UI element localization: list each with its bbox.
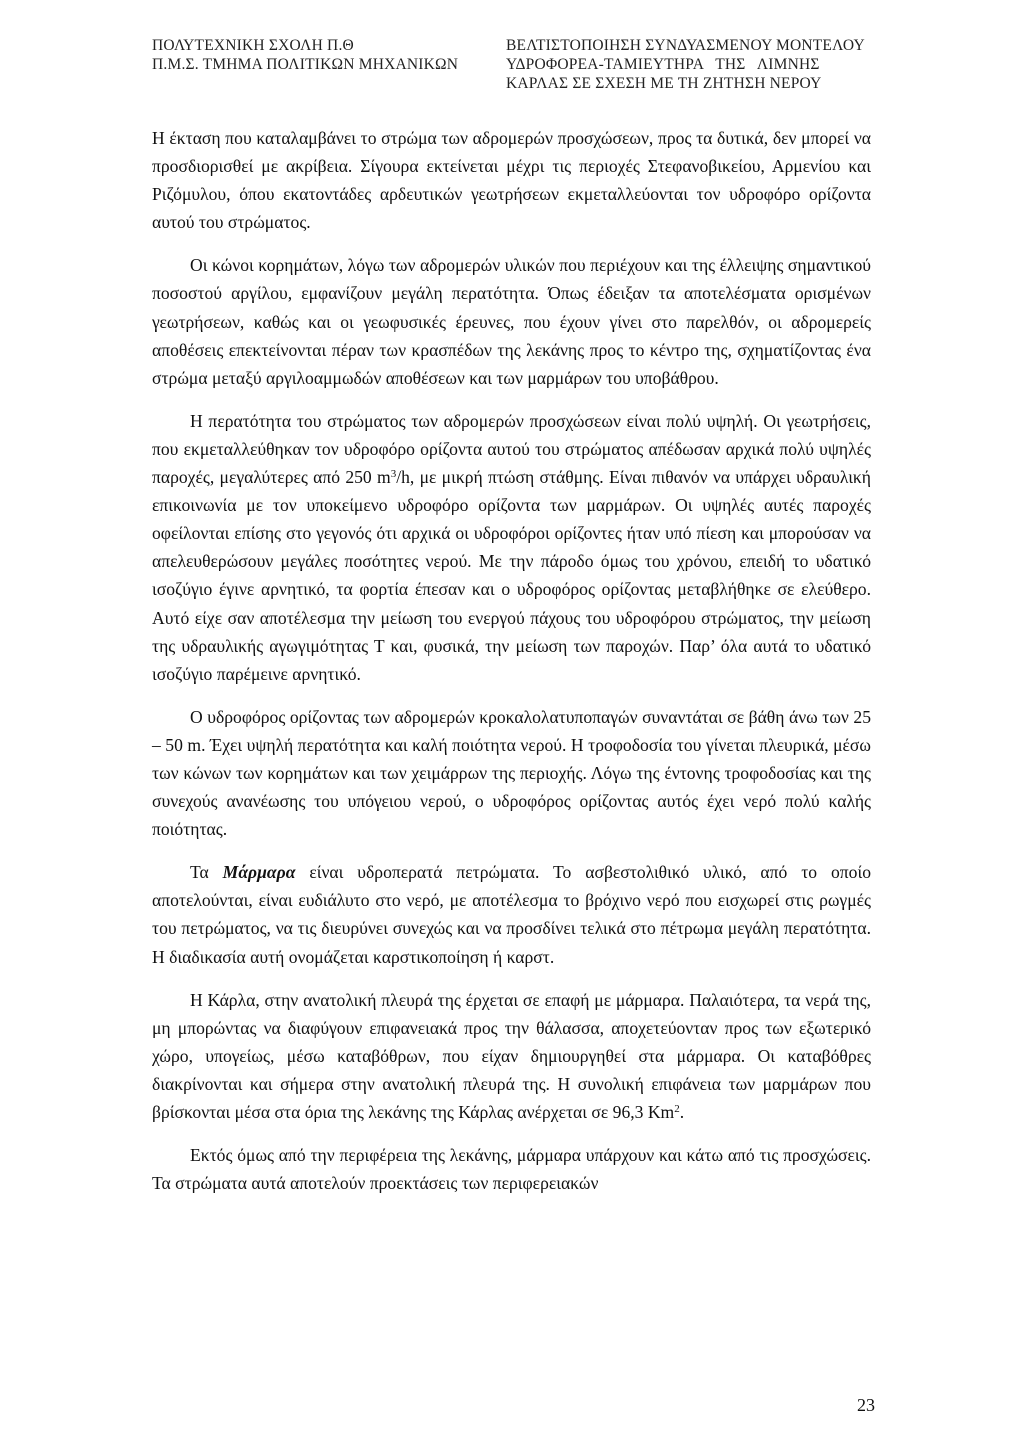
page-number: 23	[857, 1395, 875, 1415]
header-institution: ΠΟΛΥΤΕΧΝΙΚΗ ΣΧΟΛΗ Π.Θ	[152, 37, 354, 54]
paragraph-3-text-a: Η περατότητα του στρώματος των αδρομερών προσχώσεων είναι πολύ υψηλή. Οι γεωτρήσεις, που εκμεταλλεύθηκαν τον υδροφόρο ορίζοντα αυτού του στρώματος απέδωσαν αρχικά πολύ υψηλές παροχές, μεγαλύτερες από 250 m	[152, 410, 871, 488]
paragraph-5-text-b: είναι υδροπερατά πετρώματα. Το ασβεστολιθικό υλικό, από το οποίο αποτελούνται, είναι ευδιάλυτο στο νερό, με αποτέλεσμα το βρόχινο νερό που εισχωρεί στις ρωγμές του πετρώματος, να τις διευρύνει συνεχώς και να προσδίνει τελικά στο πέτρωμα μεγάλη περατότητα. Η διαδικασία αυτή ονομάζεται καρστικοποίηση ή καρστ.	[152, 862, 871, 967]
superscript-cubed: 3	[390, 468, 397, 481]
paragraph-3	[152, 407, 871, 688]
paragraph-5-text-a: Τα	[190, 862, 223, 883]
superscript-squared: 2	[674, 1103, 680, 1115]
paragraph-6-text-b: .	[679, 1102, 685, 1122]
header-department: Π.Μ.Σ. ΤΜΗΜΑ ΠΟΛΙΤΙΚΩΝ ΜΗΧΑΝΙΚΩΝ	[152, 56, 459, 73]
header-title-line-3: ΚΑΡΛΑΣ ΣΕ ΣΧΕΣΗ ΜΕ ΤΗ ΖΗΤΗΣΗ ΝΕΡΟΥ	[506, 75, 822, 92]
header-right	[506, 36, 865, 93]
paragraph-1: Η έκταση που καταλαμβάνει το στρώμα των αδρομερών προσχώσεων, προς τα δυτικά, δεν μπορεί να προσδιορισθεί με ακρίβεια. Σίγουρα εκτείνεται μέχρι τις περιοχές Στεφανοβικείου, Αρμενίου και Ριζόμυλου, όπου εκατοντάδες αρδευτικών γεωτρήσεων εκμεταλλεύονται τον υδροφόρο ορίζοντα αυτού του στρώματος.	[152, 128, 871, 233]
paragraph-6	[152, 986, 871, 1126]
paragraph-5	[152, 858, 871, 970]
bold-term-marbles: Μάρμαρα	[222, 862, 296, 883]
document-body	[152, 124, 871, 1212]
paragraph-7: Εκτός όμως από την περιφέρεια της λεκάνης, μάρμαρα υπάρχουν και κάτω από τις προσχώσεις. Τα στρώματα αυτά αποτελούν προεκτάσεις των περιφερειακών	[152, 1145, 871, 1194]
paragraph-4: Ο υδροφόρος ορίζοντας των αδρομερών κροκαλολατυποπαγών συναντάται σε βάθη άνω των 25 – 50 m. Έχει υψηλή περατότητα και καλή ποιότητα νερού. Η τροφοδοσία του γίνεται πλευρικά, μέσω των κώνων των κορημάτων και των χειμάρρων της περιοχής. Λόγω της έντονης τροφοδοσίας και της συνεχούς ανανέωσης του υπόγειου νερού, ο υδροφόρος ορίζοντας αυτός έχει νερό πολύ καλής ποιότητας.	[152, 706, 871, 840]
header-title-line-1: ΒΕΛΤΙΣΤΟΠΟΙΗΣΗ ΣΥΝΔΥΑΣΜΕΝΟΥ ΜΟΝΤΕΛΟΥ	[506, 37, 865, 54]
header-title-line-2: ΥΔΡΟΦΟΡΕΑ-ΤΑΜΙΕΥΤΗΡΑ ΤΗΣ ΛΙΜΝΗΣ	[506, 56, 820, 73]
header-left	[152, 36, 458, 74]
paragraph-2: Οι κώνοι κορημάτων, λόγω των αδρομερών υλικών που περιέχουν και της έλλειψης σημαντικού ποσοστού αργίλου, εμφανίζουν μεγάλη περατότητα. Όπως έδειξαν τα αποτελέσματα ορισμένων γεωτρήσεων, καθώς και οι γεωφυσικές έρευνες, που έχουν γίνει στο παρελθόν, οι αδρομερείς αποθέσεις επεκτείνονται πέραν των κρασπέδων της λεκάνης προς το κέντρο της, σχηματίζοντας ένα στρώμα μεταξύ αργιλοαμμωδών αποθέσεων και των μαρμάρων του υποβάθρου.	[152, 255, 871, 388]
paragraph-6-text-a: Η Κάρλα, στην ανατολική πλευρά της έρχεται σε επαφή με μάρμαρα. Παλαιότερα, τα νερά της, μη μπορώντας να διαφύγουν επιφανειακά προς την θάλασσα, αποχετεύονταν προς των εξωτερικό χώρο, υπογείως, μέσω καταβόθρων, που είχαν δημιουργηθεί στα μάρμαρα. Οι καταβόθρες διακρίνονται και σήμερα στην ανατολική πλευρά της. Η συνολική επιφάνεια των μαρμάρων που βρίσκονται μέσα στα όρια της λεκάνης της Κάρλας ανέρχεται σε 96,3 Km	[152, 989, 871, 1122]
paragraph-3-text-b: /h, με μικρή πτώση στάθμης. Είναι πιθανόν να υπάρχει υδραυλική επικοινωνία με τον υποκείμενο υδροφόρο ορίζοντα των μαρμάρων. Οι υψηλές αυτές παροχές οφείλονται επίσης στο γεγονός ότι αρχικά οι υδροφόροι ορίζοντες ήταν υπό πίεση και μπορούσαν να απελευθερώσουν μεγάλες ποσότητες νερού. Με την πάροδο όμως του χρόνου, επειδή το υδατικό ισοζύγιο έγινε αρνητικό, τα φορτία έπεσαν και ο υδροφόρος ορίζοντας μεταβλήθηκε σε ελεύθερο. Αυτό είχε σαν αποτέλεσμα την μείωση του ενεργού πάχους του υδροφόρου στρώματος, την μείωση της υδραυλικής αγωγιμότητας Τ και, φυσικά, την μείωση των παροχών. Παρ’ όλα αυτά το υδατικό ισοζύγιο παρέμεινε αρνητικό.	[152, 467, 872, 684]
